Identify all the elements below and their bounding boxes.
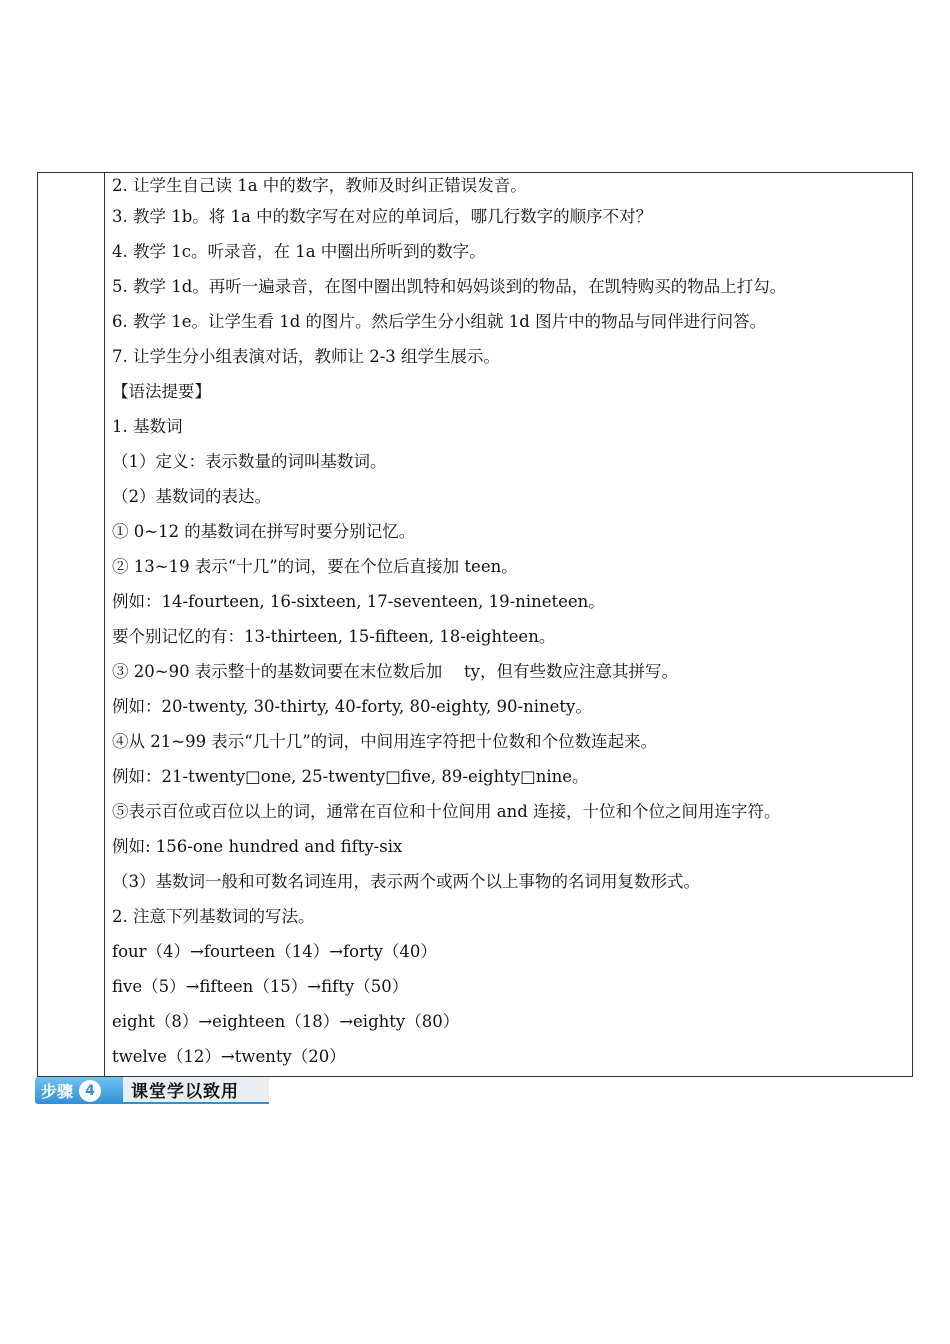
text-line: 例如: 156-one hundred and fifty-six	[112, 837, 403, 856]
text-line: 4. 教学 1c。听录音，在 1a 中圈出所听到的数字。	[112, 242, 486, 261]
text-line: 例如：21-twenty□one, 25-twenty□five, 89-eighty□nine。	[112, 767, 589, 786]
text-line: （2）基数词的表达。	[112, 487, 271, 506]
text-line: 例如：20-twenty, 30-thirty, 40-forty, 80-eighty, 90-ninety。	[112, 697, 592, 716]
text-line: eight（8）→eighteen（18）→eighty（80）	[112, 1012, 460, 1031]
text-line: 2. 注意下列基数词的写法。	[112, 907, 315, 926]
step-badge	[35, 1077, 269, 1104]
text-line: （3）基数词一般和可数名词连用，表示两个或两个以上事物的名词用复数形式。	[112, 872, 700, 891]
text-line: 5. 教学 1d。再听一遍录音，在图中圈出凯特和妈妈谈到的物品，在凯特购买的物品上打勾。	[112, 277, 787, 296]
text-line: 3. 教学 1b。将 1a 中的数字写在对应的单词后，哪几行数字的顺序不对？	[112, 207, 653, 226]
text-line: （1）定义：表示数量的词叫基数词。	[112, 452, 387, 471]
step-title: 课堂学以致用	[123, 1077, 269, 1104]
text-line: 7. 让学生分小组表演对话，教师让 2-3 组学生展示。	[112, 347, 501, 366]
step-label: 步骤	[41, 1082, 74, 1101]
text-line: four（4）→fourteen（14）→forty（40）	[112, 942, 437, 961]
text-line: 1. 基数词	[112, 417, 183, 436]
text-line: twelve（12）→twenty（20）	[112, 1047, 346, 1066]
lesson-table	[37, 172, 913, 1077]
step-number: 4	[79, 1080, 101, 1102]
table-left-column	[38, 173, 105, 1076]
text-line: ④从 21~99 表示“几十几”的词，中间用连字符把十位数和个位数连起来。	[112, 732, 658, 751]
step-badge-label-block	[35, 1077, 123, 1104]
section-heading: 【语法提要】	[112, 382, 211, 401]
text-line: 2. 让学生自己读 1a 中的数字，教师及时纠正错误发音。	[112, 176, 527, 195]
text-line: 例如：14-fourteen, 16-sixteen, 17-seventeen, 19-nineteen。	[112, 592, 605, 611]
text-line: ① 0~12 的基数词在拼写时要分别记忆。	[112, 522, 416, 541]
table-content	[112, 173, 906, 1079]
text-line: 6. 教学 1e。让学生看 1d 的图片。然后学生分小组就 1d 图片中的物品与同伴进行问答。	[112, 312, 767, 331]
text-line: 要个别记忆的有：13-thirteen, 15-fifteen, 18-eighteen。	[112, 627, 556, 646]
text-line: ② 13~19 表示“十几”的词，要在个位后直接加 teen。	[112, 557, 518, 576]
text-line: ⑤表示百位或百位以上的词，通常在百位和十位间用 and 连接，十位和个位之间用连字符。	[112, 802, 781, 821]
text-line: five（5）→fifteen（15）→fifty（50）	[112, 977, 409, 996]
text-line: ③ 20~90 表示整十的基数词要在末位数后加 ty，但有些数应注意其拼写。	[112, 662, 679, 681]
